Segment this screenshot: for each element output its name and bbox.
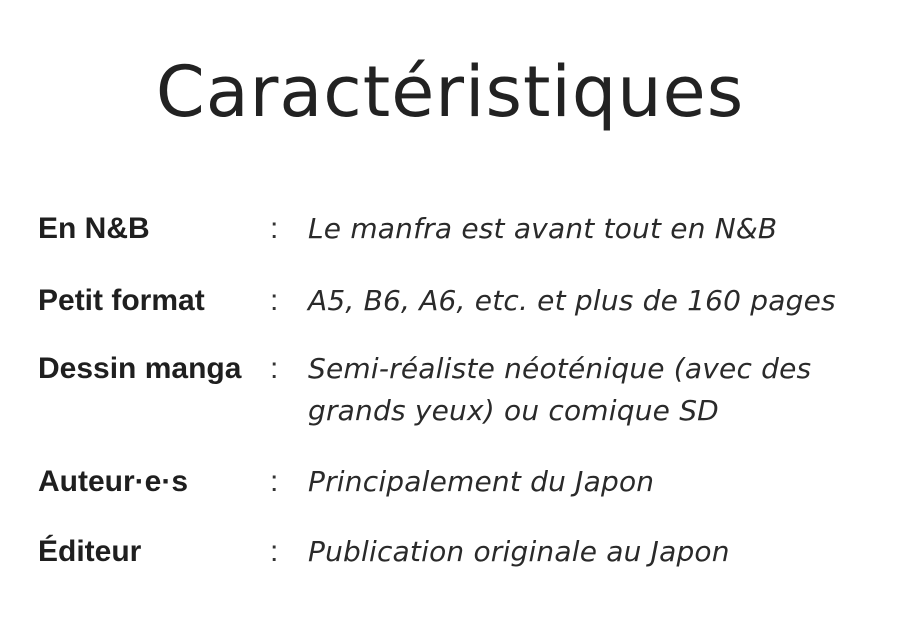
definition-separator: : [270,212,279,245]
definition-separator: : [270,535,279,568]
definition-term: Dessin manga [38,352,242,385]
definition-description: Publication originale au Japon [308,535,730,568]
definition-description: Le manfra est avant tout en N&B [308,212,778,245]
definition-description: A5, B6, A6, etc. et plus de 160 pages [308,284,836,317]
definition-separator: : [270,465,279,498]
definition-term: En N&B [38,212,150,245]
definition-separator: : [270,352,279,385]
definition-term: Éditeur [38,535,142,568]
definition-separator: : [270,284,279,317]
definition-description: Principalement du Japon [308,465,655,498]
page-title: Caractéristiques [155,51,745,133]
definition-term: Petit format [38,284,205,317]
definition-description: Semi-réaliste néoténique (avec des grands yeux) ou comique SD [308,352,812,427]
definition-term: Auteur·e·s [38,465,189,498]
